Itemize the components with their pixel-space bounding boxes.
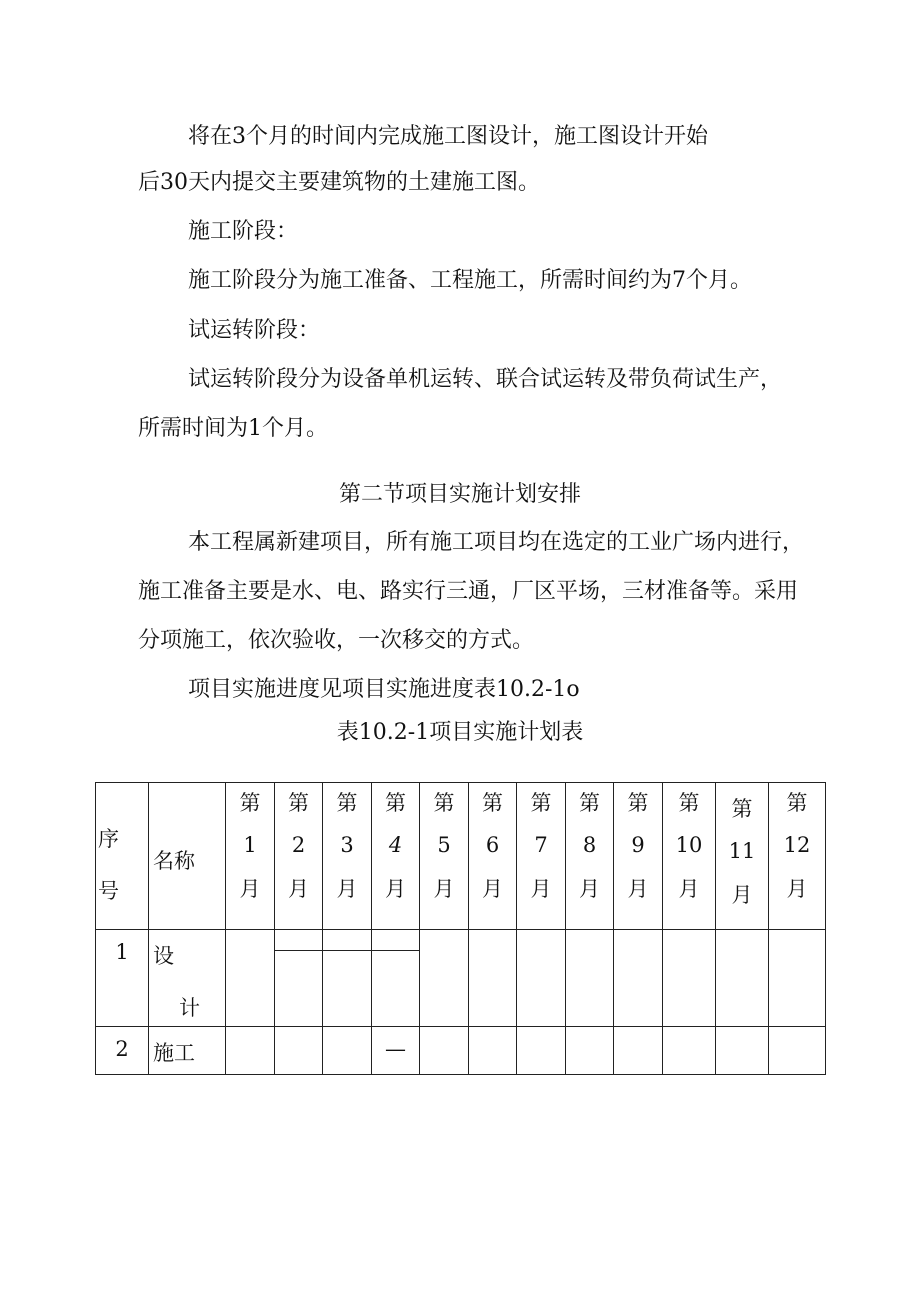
month-header: [566, 783, 614, 930]
month-cell: [663, 1027, 716, 1075]
paragraph-line: 后30天内提交主要建筑物的土建施工图。: [138, 170, 540, 195]
paragraph-line: 分项施工，依次验收，一次移交的方式。: [138, 628, 535, 653]
month-unit: 月: [627, 877, 649, 901]
name-header-label: 名称: [153, 849, 195, 873]
month-unit: 月: [786, 877, 808, 901]
month-prefix: 第: [385, 791, 406, 815]
month-header: [323, 783, 372, 930]
month-header: [517, 783, 566, 930]
month-header: [275, 783, 323, 930]
paragraph-line: 施工准备主要是水、电、路实行三通，厂区平场，三材准备等。采用: [138, 579, 799, 604]
month-cell: [769, 930, 826, 1027]
month-header: [469, 783, 517, 930]
month-unit: 月: [336, 877, 358, 901]
seq-value: 1: [115, 940, 129, 964]
name-value: 施工: [153, 1041, 195, 1065]
month-prefix: 第: [433, 791, 455, 815]
table-caption: 表10.2-1项目实施计划表: [336, 720, 584, 745]
name-part: 设: [153, 944, 174, 968]
month-prefix: 第: [288, 791, 309, 815]
month-cell: [663, 930, 716, 1027]
month-header: [226, 783, 275, 930]
month-cell: [716, 1027, 769, 1075]
month-number: 4: [388, 833, 403, 857]
seq-value: 2: [115, 1037, 129, 1061]
month-unit: 月: [288, 877, 309, 901]
month-prefix: 第: [627, 791, 649, 815]
month-number: 5: [437, 833, 451, 857]
month-prefix: 第: [579, 791, 600, 815]
month-prefix: 第: [482, 791, 503, 815]
month-prefix: 第: [239, 791, 261, 815]
paragraph-line: 本工程属新建项目，所有施工项目均在选定的工业广场内进行，: [188, 530, 805, 555]
month-header: [614, 783, 663, 930]
month-cell: [517, 930, 566, 1027]
construction-text: 施工阶段分为施工准备、工程施工，所需时间约为7个月。: [188, 268, 752, 293]
month-cell: [566, 930, 614, 1027]
month-cell: [420, 930, 469, 1027]
month-prefix: 第: [336, 791, 358, 815]
month-prefix: 第: [678, 791, 700, 815]
table-header-row: [96, 783, 826, 930]
month-unit: 月: [731, 883, 753, 907]
construction-heading: 施工阶段：: [188, 219, 299, 244]
month-number: 1: [243, 833, 257, 857]
month-header: [716, 783, 769, 930]
month-unit: 月: [482, 877, 503, 901]
month-cell: [614, 930, 663, 1027]
month-number: 11: [728, 839, 756, 863]
schedule-table: [95, 782, 826, 1075]
name-part: 计: [179, 996, 200, 1020]
month-cell: [323, 1027, 372, 1075]
month-cell: [275, 930, 323, 1027]
month-cell: [614, 1027, 663, 1075]
month-cell: [372, 1027, 420, 1075]
progress-mark: —: [385, 1037, 406, 1061]
month-number: 7: [534, 833, 548, 857]
month-unit: 月: [678, 877, 700, 901]
month-number: 3: [340, 833, 354, 857]
month-cell: [469, 930, 517, 1027]
seq-cell: [96, 1027, 149, 1075]
name-header: [149, 783, 226, 930]
month-unit: 月: [530, 877, 552, 901]
paragraph-line: 试运转阶段分为设备单机运转、联合试运转及带负荷试生产，: [188, 367, 783, 392]
table-row: [96, 930, 826, 1027]
month-cell: [566, 1027, 614, 1075]
month-cell: [469, 1027, 517, 1075]
month-header: [769, 783, 826, 930]
progress-line: [275, 950, 322, 951]
month-cell: [769, 1027, 826, 1075]
table-row: [96, 1027, 826, 1075]
progress-line: [372, 950, 419, 951]
month-prefix: 第: [731, 797, 753, 821]
month-cell: [517, 1027, 566, 1075]
month-number: 2: [291, 833, 306, 857]
month-cell: [226, 930, 275, 1027]
seq-header-top: 序: [98, 827, 119, 851]
month-unit: 月: [239, 877, 261, 901]
seq-cell: [96, 930, 149, 1027]
paragraph-line: 所需时间为1个月。: [138, 416, 328, 441]
month-number: 6: [485, 833, 500, 857]
seq-header-bottom: 号: [98, 879, 119, 903]
month-unit: 月: [433, 877, 455, 901]
month-prefix: 第: [786, 791, 808, 815]
paragraph-line: 将在3个月的时间内完成施工图设计，施工图设计开始: [188, 124, 708, 149]
month-cell: [226, 1027, 275, 1075]
section-title: 第二节项目实施计划安排: [338, 482, 581, 507]
progress-line: [323, 950, 371, 951]
month-header: [372, 783, 420, 930]
month-cell: [420, 1027, 469, 1075]
month-number: 8: [582, 833, 597, 857]
month-number: 9: [631, 833, 645, 857]
month-cell: [275, 1027, 323, 1075]
month-unit: 月: [579, 877, 600, 901]
schedule-reference: 项目实施进度见项目实施进度表10.2-1o: [188, 677, 580, 702]
month-cell: [323, 930, 372, 1027]
month-header: [663, 783, 716, 930]
seq-header: [96, 783, 149, 930]
name-cell: [149, 930, 226, 1027]
month-cell: [372, 930, 420, 1027]
month-number: 10: [675, 833, 703, 857]
month-unit: 月: [385, 877, 406, 901]
name-cell: [149, 1027, 226, 1075]
month-number: 12: [783, 833, 811, 857]
month-prefix: 第: [530, 791, 552, 815]
month-cell: [716, 930, 769, 1027]
month-header: [420, 783, 469, 930]
trial-heading: 试运转阶段：: [188, 318, 321, 343]
